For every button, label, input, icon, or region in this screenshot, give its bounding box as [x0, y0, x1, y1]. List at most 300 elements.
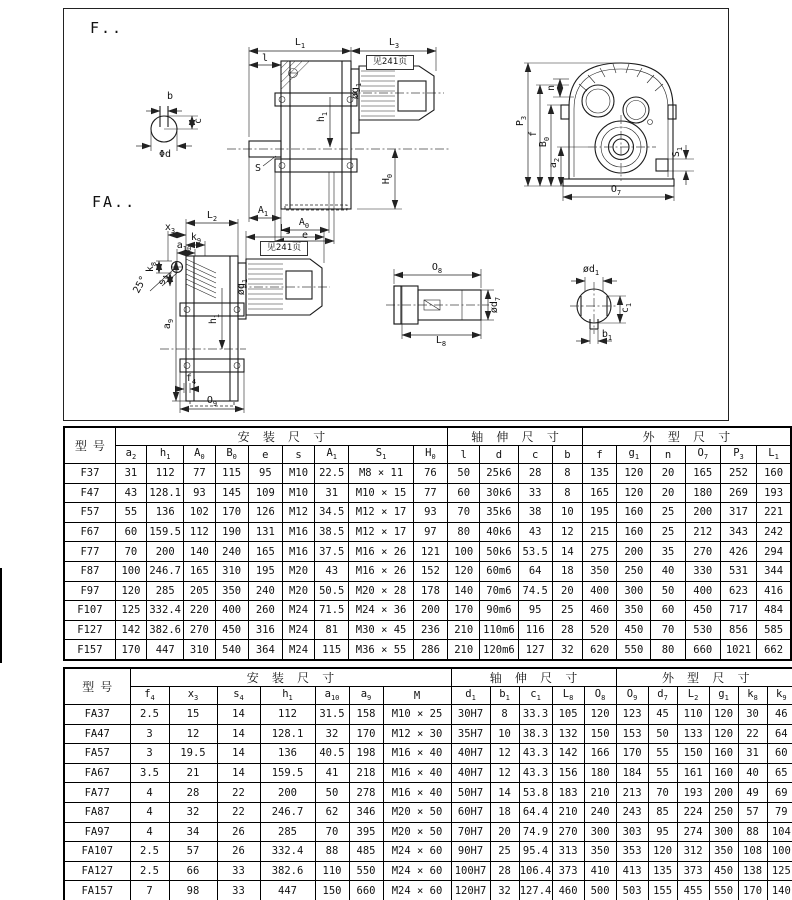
table-row — [64, 822, 792, 842]
table-cell: 215 — [582, 522, 616, 542]
column-header: d — [480, 446, 518, 464]
table-cell: 25 — [490, 842, 519, 862]
table-cell: 274 — [677, 822, 709, 842]
dim-label-s4: $s_4$ — [157, 274, 170, 286]
table-cell: 343 — [720, 522, 756, 542]
table-cell: 125 — [115, 601, 146, 621]
table-cell: 43 — [518, 522, 552, 542]
model-cell: FA47 — [64, 724, 130, 744]
bore-section-view — [570, 277, 626, 344]
column-header: $s_4$ — [217, 687, 260, 705]
model-cell: F107 — [64, 601, 115, 621]
table-cell: 19.5 — [169, 744, 217, 764]
dim-label-b: b — [166, 91, 174, 102]
technical-drawing — [64, 9, 730, 422]
table-cell: 190 — [215, 522, 248, 542]
column-header: $d_7$ — [648, 687, 677, 705]
table-cell: 2.5 — [130, 842, 169, 862]
table-cell: 50.5 — [315, 581, 349, 601]
table-cell: 49 — [738, 783, 767, 803]
table-cell: 159.5 — [260, 763, 315, 783]
table-cell: 120 — [448, 561, 480, 581]
column-header: s — [282, 446, 314, 464]
table-cell: 213 — [616, 783, 648, 803]
group-header: 安装尺寸 — [130, 668, 451, 687]
dim-label-og1-fa: $øg_1$ — [236, 278, 249, 296]
table-cell: 1021 — [720, 640, 756, 660]
f-series-dimension-table — [63, 426, 792, 661]
table-cell: 80 — [448, 522, 480, 542]
table-cell: 90m6 — [480, 601, 518, 621]
model-cell: FA87 — [64, 802, 130, 822]
table-cell: 120 — [648, 842, 677, 862]
model-cell: FA127 — [64, 861, 130, 881]
table-row — [64, 640, 791, 660]
table-row — [64, 542, 791, 562]
table-cell: 50 — [315, 783, 349, 803]
table-cell: 10 — [490, 724, 519, 744]
table-cell: 294 — [757, 542, 791, 562]
dim-label-c: c — [193, 117, 204, 125]
group-header: 外型尺寸 — [616, 668, 792, 687]
table-cell: 34.5 — [315, 503, 349, 523]
table-cell: 69 — [767, 783, 792, 803]
table-cell: 126 — [248, 503, 282, 523]
column-header: $a_2$ — [115, 446, 146, 464]
table-cell: 132 — [552, 724, 584, 744]
table-cell: 70 — [651, 620, 685, 640]
dim-label-og1: $øg_1$ — [350, 82, 363, 100]
table-cell: 170 — [115, 640, 146, 660]
group-header: 安装尺寸 — [115, 427, 447, 446]
table-cell: 116 — [518, 620, 552, 640]
table-cell: 170 — [738, 881, 767, 900]
table-cell: 531 — [720, 561, 756, 581]
table-cell: 43.3 — [519, 744, 552, 764]
table-cell: 30H7 — [451, 705, 490, 725]
dim-label-O8: $O_8$ — [431, 262, 443, 275]
table-cell: M24 × 60 — [383, 881, 451, 900]
table-cell: 350 — [584, 842, 616, 862]
column-header: $k_8$ — [738, 687, 767, 705]
dim-label-h1: $h_1$ — [316, 111, 329, 123]
table-cell: 350 — [709, 842, 738, 862]
table-cell: 150 — [584, 724, 616, 744]
table-cell: 77 — [413, 483, 447, 503]
table-cell: 400 — [685, 581, 720, 601]
table-cell: 20 — [552, 581, 582, 601]
table-cell: 623 — [720, 581, 756, 601]
table-cell: 156 — [552, 763, 584, 783]
table-cell: 62 — [315, 802, 349, 822]
table-cell: 550 — [617, 640, 651, 660]
table-cell: 38.3 — [519, 724, 552, 744]
table-cell: M24 × 36 — [349, 601, 413, 621]
dim-label-O7: $O_7$ — [610, 184, 622, 197]
table-cell: 37.5 — [315, 542, 349, 562]
table-cell: 3 — [130, 724, 169, 744]
table-cell: 285 — [260, 822, 315, 842]
table-cell: 2.5 — [130, 861, 169, 881]
table-cell: 382.6 — [260, 861, 315, 881]
table-cell: 413 — [616, 861, 648, 881]
table-cell: 35k6 — [480, 503, 518, 523]
table-cell: 170 — [349, 724, 383, 744]
table-cell: 138 — [738, 861, 767, 881]
table-cell: 856 — [720, 620, 756, 640]
table-cell: 140 — [767, 881, 792, 900]
table-cell: 14 — [217, 744, 260, 764]
table-cell: 110 — [315, 861, 349, 881]
column-header: $A_0$ — [184, 446, 215, 464]
table-cell: 12 — [490, 744, 519, 764]
table-cell: 85 — [648, 802, 677, 822]
table-cell: 205 — [184, 581, 215, 601]
column-header: b — [552, 446, 582, 464]
column-header: $g_1$ — [709, 687, 738, 705]
dim-label-L3: $L_3$ — [388, 37, 400, 50]
table-cell: M16 × 26 — [349, 542, 413, 562]
table-cell: M24 — [282, 620, 314, 640]
column-header: $a_{10}$ — [315, 687, 349, 705]
table-cell: M24 — [282, 640, 314, 660]
table-cell: 270 — [184, 620, 215, 640]
table-cell: 77 — [184, 464, 215, 484]
table-cell: 270 — [685, 542, 720, 562]
table-cell: 100 — [115, 561, 146, 581]
table-cell: M16 — [282, 542, 314, 562]
table-cell: M10 — [282, 464, 314, 484]
table-cell: 109 — [248, 483, 282, 503]
dim-label-l: l — [261, 53, 269, 64]
table-cell: 346 — [349, 802, 383, 822]
table-cell: 32 — [169, 802, 217, 822]
table-cell: M24 × 60 — [383, 842, 451, 862]
model-column-header: 型号 — [64, 668, 130, 705]
table-cell: 160 — [709, 744, 738, 764]
table-cell: 300 — [617, 581, 651, 601]
table-cell: 64.4 — [519, 802, 552, 822]
table-cell: 242 — [757, 522, 791, 542]
dim-label-a2: $a_2$ — [548, 157, 561, 169]
table-cell: 28 — [518, 464, 552, 484]
table-cell: 55 — [115, 503, 146, 523]
table-cell: 50H7 — [451, 783, 490, 803]
model-cell: FA97 — [64, 822, 130, 842]
table-row — [64, 763, 792, 783]
table-cell: 240 — [584, 802, 616, 822]
table-cell: 620 — [582, 640, 616, 660]
table-cell: 105 — [552, 705, 584, 725]
table-cell: M16 × 40 — [383, 763, 451, 783]
table-cell: 416 — [757, 581, 791, 601]
dim-label-f: f — [528, 130, 539, 138]
table-cell: 20 — [651, 464, 685, 484]
table-cell: 236 — [413, 620, 447, 640]
dim-label-k9: $k_9$ — [190, 232, 202, 245]
table-cell: 30 — [738, 705, 767, 725]
dim-label-c1: $c_1$ — [620, 302, 633, 314]
table-cell: 40 — [651, 561, 685, 581]
table-cell: 18 — [490, 802, 519, 822]
table-cell: 220 — [184, 601, 215, 621]
table-cell: 410 — [584, 861, 616, 881]
column-header: c — [518, 446, 552, 464]
table-cell: 303 — [616, 822, 648, 842]
dim-label-H0: $H_0$ — [381, 173, 394, 185]
table-row — [64, 881, 792, 900]
dim-label-angle-25: 25° — [131, 274, 150, 296]
table-cell: 180 — [584, 763, 616, 783]
table-cell: 93 — [184, 483, 215, 503]
table-cell: 155 — [648, 881, 677, 900]
table-cell: 150 — [315, 881, 349, 900]
table-cell: 660 — [349, 881, 383, 900]
table-cell: 108 — [738, 842, 767, 862]
table-cell: 210 — [552, 802, 584, 822]
table-cell: 8 — [552, 483, 582, 503]
table-cell: 252 — [720, 464, 756, 484]
table-cell: M24 × 60 — [383, 861, 451, 881]
table-cell: M36 × 55 — [349, 640, 413, 660]
table-cell: 312 — [677, 842, 709, 862]
table-row — [64, 861, 792, 881]
table-cell: 127 — [518, 640, 552, 660]
table-cell: 40k6 — [480, 522, 518, 542]
table-cell: 212 — [685, 522, 720, 542]
table-cell: 285 — [147, 581, 184, 601]
table-cell: 221 — [757, 503, 791, 523]
table-cell: 240 — [248, 581, 282, 601]
table-cell: 93 — [413, 503, 447, 523]
table-cell: 70 — [115, 542, 146, 562]
table-cell: 165 — [248, 542, 282, 562]
table-cell: 520 — [582, 620, 616, 640]
table-cell: 4 — [130, 802, 169, 822]
table-cell: 60 — [448, 483, 480, 503]
table-cell: 344 — [757, 561, 791, 581]
table-cell: 585 — [757, 620, 791, 640]
column-header: $O_7$ — [685, 446, 720, 464]
table-cell: 95 — [248, 464, 282, 484]
table-cell: 32 — [490, 881, 519, 900]
table-cell: 64 — [518, 561, 552, 581]
table-cell: 373 — [552, 861, 584, 881]
column-header: e — [248, 446, 282, 464]
table-cell: M12 × 17 — [349, 503, 413, 523]
table-cell: 160 — [617, 522, 651, 542]
table-cell: M20 × 50 — [383, 822, 451, 842]
column-header: f — [582, 446, 616, 464]
model-cell: FA67 — [64, 763, 130, 783]
column-header: $L_2$ — [677, 687, 709, 705]
table-cell: 450 — [617, 620, 651, 640]
table-cell: 170 — [448, 601, 480, 621]
table-cell: 373 — [677, 861, 709, 881]
table-cell: 43 — [315, 561, 349, 581]
table-cell: 3.5 — [130, 763, 169, 783]
table-cell: 98 — [169, 881, 217, 900]
table-cell: 170 — [215, 503, 248, 523]
table-cell: 60 — [651, 601, 685, 621]
table-cell: 95 — [648, 822, 677, 842]
dim-label-h1-fa: $h_1$ — [208, 313, 221, 325]
table-cell: 165 — [582, 483, 616, 503]
table-cell: 136 — [260, 744, 315, 764]
table-cell: 316 — [248, 620, 282, 640]
table-cell: 332.4 — [147, 601, 184, 621]
table-cell: 30k6 — [480, 483, 518, 503]
table-cell: 88 — [738, 822, 767, 842]
table-cell: 158 — [349, 705, 383, 725]
dim-label-a9: $a_9$ — [162, 318, 175, 330]
dim-label-L1: $L_1$ — [294, 37, 306, 50]
table-cell: 133 — [677, 724, 709, 744]
table-cell: 269 — [720, 483, 756, 503]
table-cell: 200 — [709, 783, 738, 803]
see-page-note-f: 见241页 — [366, 55, 414, 70]
table-cell: 142 — [115, 620, 146, 640]
table-cell: 210 — [448, 620, 480, 640]
table-cell: 74.9 — [519, 822, 552, 842]
table-cell: 70 — [448, 503, 480, 523]
table-cell: 25 — [651, 522, 685, 542]
table-cell: 38.5 — [315, 522, 349, 542]
table-cell: 165 — [184, 561, 215, 581]
fa-series-label: FA.. — [92, 193, 137, 211]
dim-label-S1: $S_1$ — [671, 146, 684, 158]
table-cell: 12 — [169, 724, 217, 744]
column-header: $S_1$ — [349, 446, 413, 464]
table-cell: 200 — [413, 601, 447, 621]
table-cell: 31 — [315, 483, 349, 503]
table-cell: 120 — [617, 464, 651, 484]
table-cell: 79 — [767, 802, 792, 822]
dim-label-x3: $x_3$ — [164, 222, 176, 235]
table-cell: 31 — [115, 464, 146, 484]
table-cell: 136 — [147, 503, 184, 523]
table-cell: M16 × 26 — [349, 561, 413, 581]
table-cell: 8 — [552, 464, 582, 484]
column-header: $L_8$ — [552, 687, 584, 705]
column-header: $g_1$ — [617, 446, 651, 464]
table-cell: 364 — [248, 640, 282, 660]
table-cell: 35H7 — [451, 724, 490, 744]
table-cell: M24 — [282, 601, 314, 621]
table-cell: 12 — [490, 763, 519, 783]
table-cell: 97 — [413, 522, 447, 542]
table-cell: 550 — [349, 861, 383, 881]
table-cell: 184 — [616, 763, 648, 783]
column-header: $k_9$ — [767, 687, 792, 705]
table-cell: M20 — [282, 581, 314, 601]
table-cell: 128.1 — [260, 724, 315, 744]
table-cell: 31 — [738, 744, 767, 764]
table-cell: 25 — [552, 601, 582, 621]
table-cell: 120H7 — [451, 881, 490, 900]
table-cell: 100 — [448, 542, 480, 562]
table-cell: 80 — [651, 640, 685, 660]
table-cell: 540 — [215, 640, 248, 660]
table-cell: 717 — [720, 601, 756, 621]
table-cell: 460 — [582, 601, 616, 621]
table-cell: 128.1 — [147, 483, 184, 503]
table-cell: 8 — [490, 705, 519, 725]
table-cell: 270 — [552, 822, 584, 842]
table-cell: 33 — [217, 881, 260, 900]
table-cell: 120 — [709, 705, 738, 725]
table-cell: 120 — [709, 724, 738, 744]
table-cell: 193 — [757, 483, 791, 503]
table-cell: 310 — [184, 640, 215, 660]
table-cell: 125 — [767, 861, 792, 881]
table-cell: 447 — [260, 881, 315, 900]
table-cell: 104 — [767, 822, 792, 842]
table-cell: 140 — [448, 581, 480, 601]
table-cell: 66 — [169, 861, 217, 881]
table-cell: 22 — [738, 724, 767, 744]
table-cell: 455 — [677, 881, 709, 900]
column-header: $A_1$ — [315, 446, 349, 464]
table-cell: 60 — [767, 744, 792, 764]
table-cell: 150 — [677, 744, 709, 764]
table-cell: 286 — [413, 640, 447, 660]
model-cell: F87 — [64, 561, 115, 581]
table-cell: 50k6 — [480, 542, 518, 562]
dim-label-S: S — [254, 163, 262, 174]
table-cell: 33 — [217, 861, 260, 881]
table-cell: 246.7 — [147, 561, 184, 581]
table-cell: 74.5 — [518, 581, 552, 601]
table-cell: 350 — [215, 581, 248, 601]
table-cell: 18 — [552, 561, 582, 581]
hollow-shaft-view — [386, 269, 494, 339]
table-cell: 120 — [115, 581, 146, 601]
table-cell: 40H7 — [451, 744, 490, 764]
table-cell: 33.3 — [519, 705, 552, 725]
table-cell: 45 — [648, 705, 677, 725]
table-cell: 447 — [147, 640, 184, 660]
table-cell: 200 — [260, 783, 315, 803]
table-cell: 112 — [184, 522, 215, 542]
table-cell: 300 — [584, 822, 616, 842]
table-cell: 195 — [582, 503, 616, 523]
column-header: $B_0$ — [215, 446, 248, 464]
table-cell: 159.5 — [147, 522, 184, 542]
dim-label-P3: $P_3$ — [515, 115, 528, 127]
table-row — [64, 601, 791, 621]
table-cell: 662 — [757, 640, 791, 660]
table-cell: 210 — [584, 783, 616, 803]
table-cell: 50 — [651, 581, 685, 601]
table-cell: M20 — [282, 561, 314, 581]
table-cell: 70H7 — [451, 822, 490, 842]
table-cell: M16 — [282, 522, 314, 542]
table-cell: 460 — [552, 881, 584, 900]
table-cell: 278 — [349, 783, 383, 803]
table-cell: 660 — [685, 640, 720, 660]
column-header: $a_9$ — [349, 687, 383, 705]
table-cell: 145 — [215, 483, 248, 503]
table-row — [64, 581, 791, 601]
table-cell: M10 × 15 — [349, 483, 413, 503]
table-cell: 152 — [413, 561, 447, 581]
group-header: 轴伸尺寸 — [448, 427, 583, 446]
table-cell: 76 — [413, 464, 447, 484]
table-cell: 165 — [685, 464, 720, 484]
table-cell: 485 — [349, 842, 383, 862]
model-cell: FA107 — [64, 842, 130, 862]
